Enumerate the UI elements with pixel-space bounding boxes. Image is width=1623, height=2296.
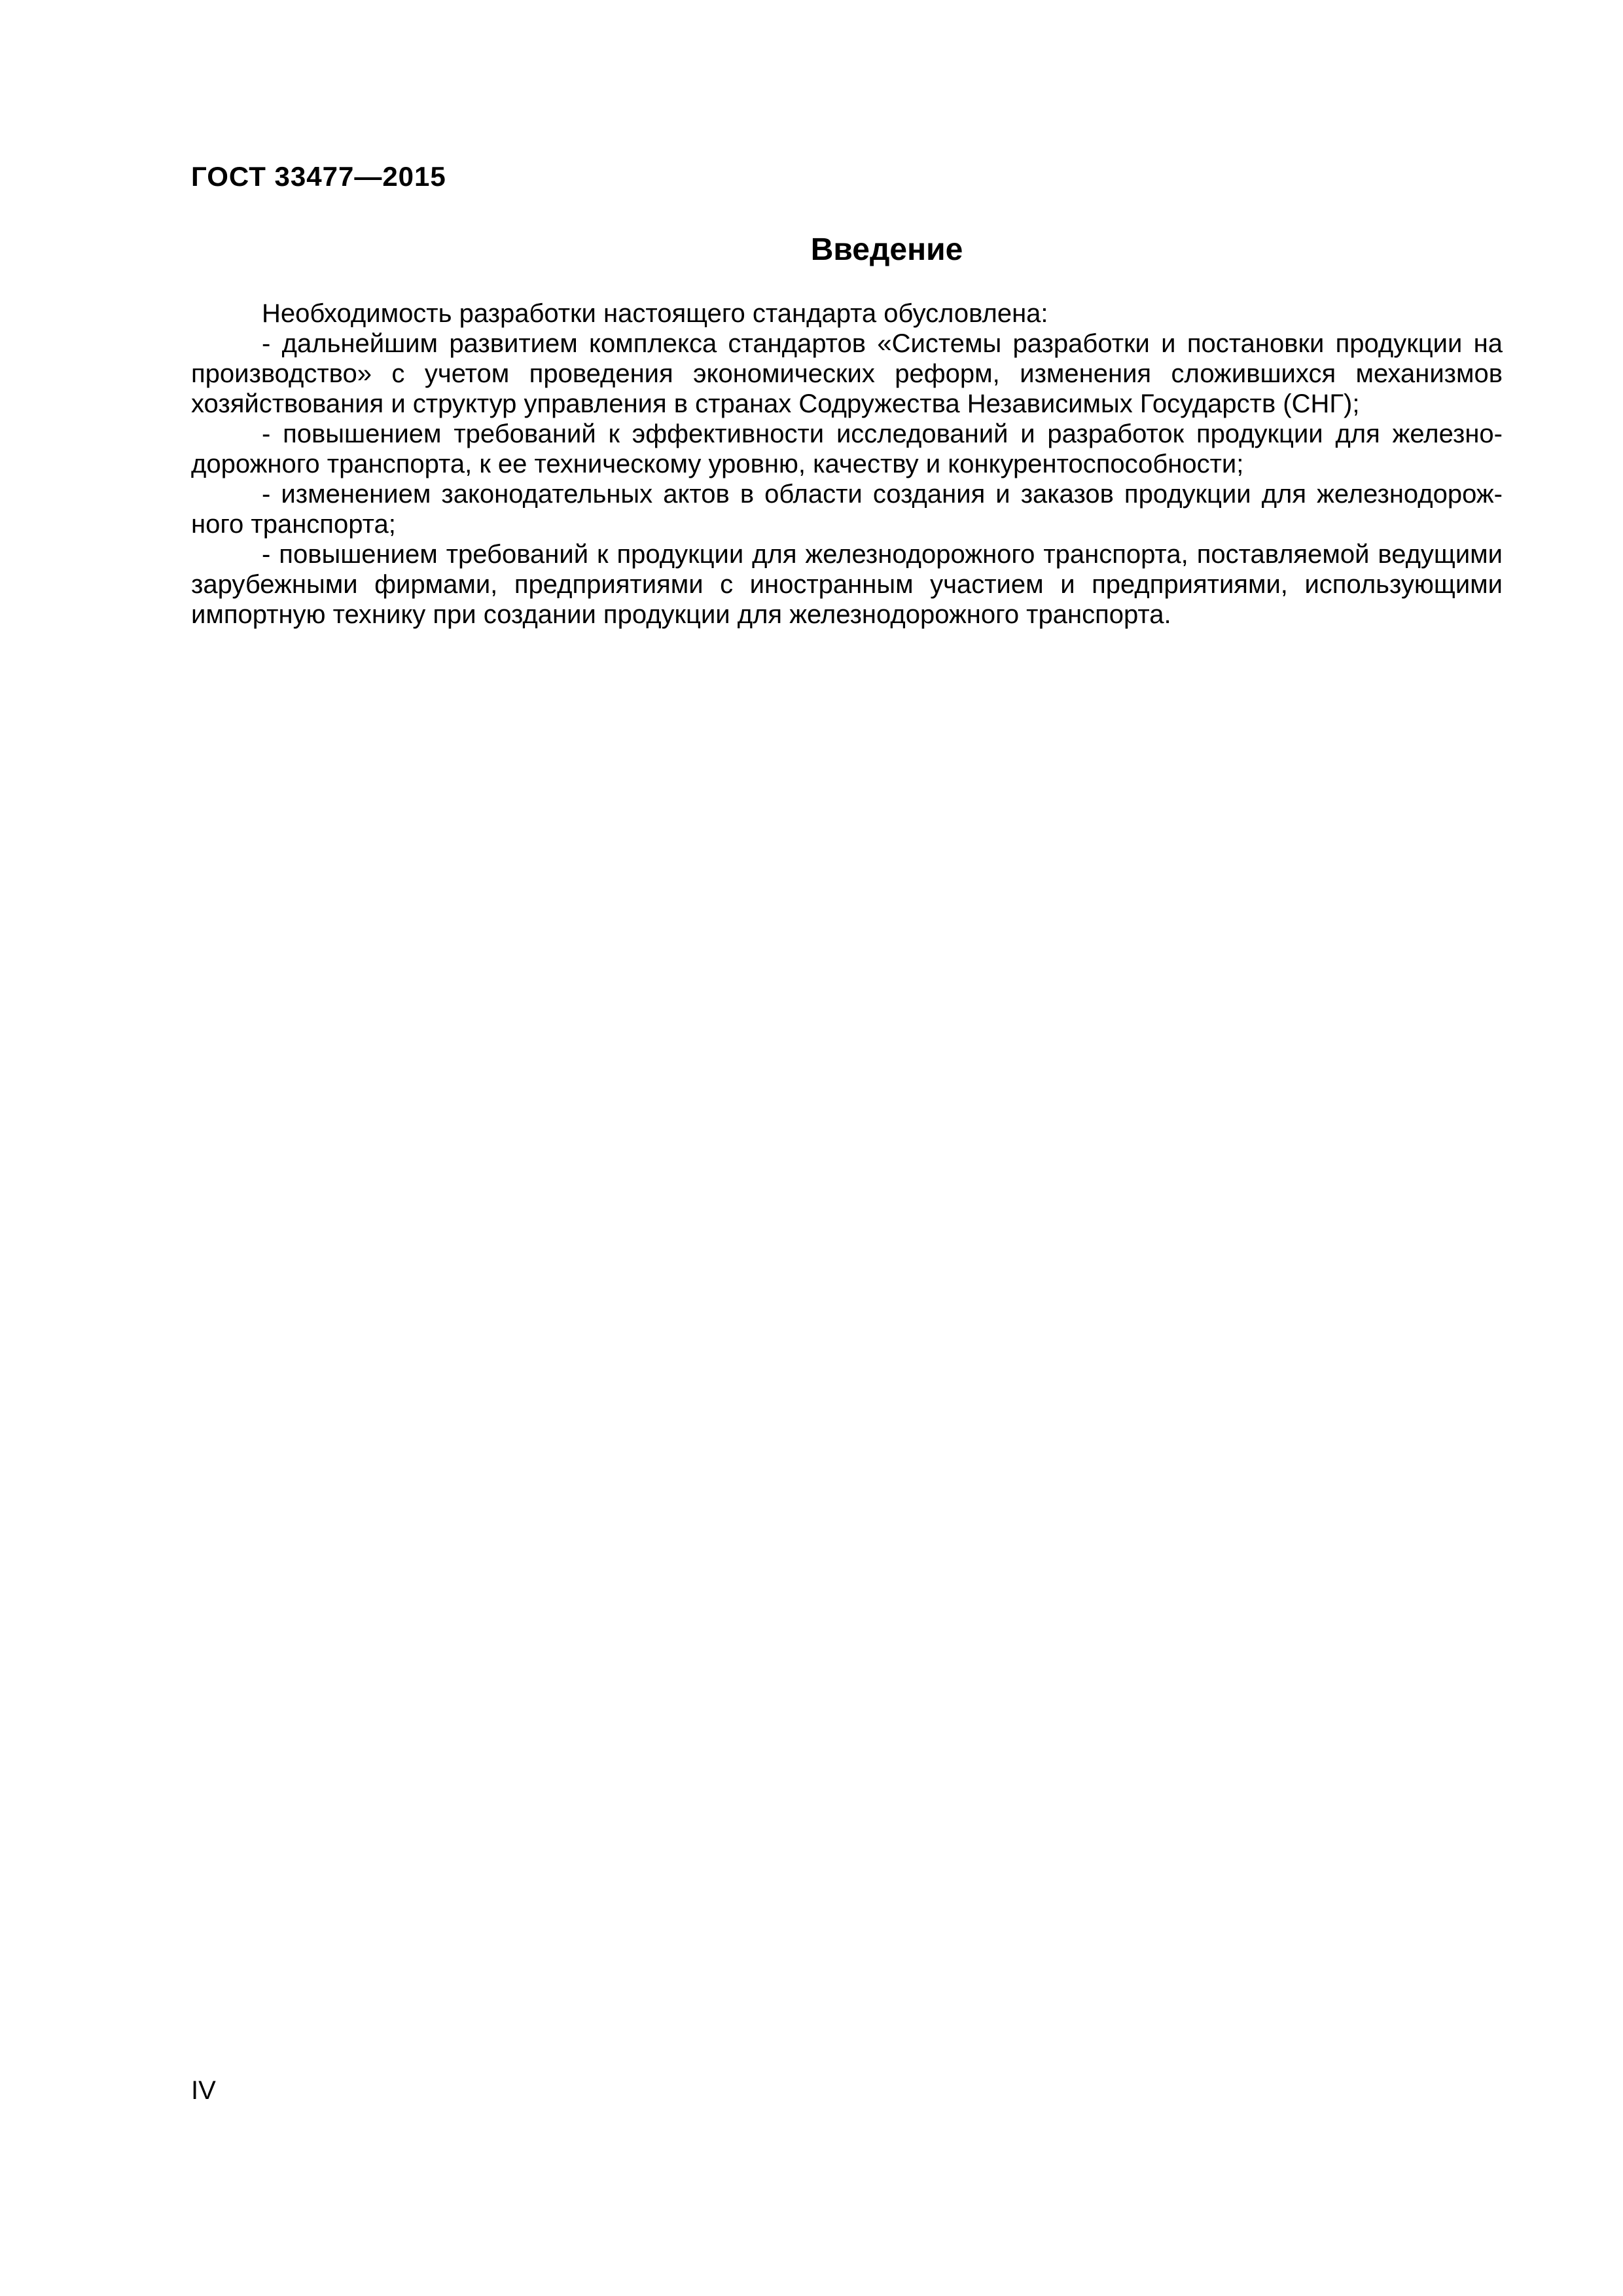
list-item: - повышением требований к эффективности исследований и разработок продукции для железнодорожного транспорта, к ее техническому уровню, качеству и конкурентоспособности;: [191, 420, 1503, 478]
list-item: - повышением требований к продукции для железнодорожного транспорта, поставляемой ведущими зарубежными фирмами, предприятиями с иностранным участием и предприятиями, использующими импортную технику при создании продукции для железнодорожного транспорта.: [191, 540, 1503, 629]
intro-paragraph: Необходимость разработки настоящего стандарта обусловлена:: [262, 299, 1048, 328]
page-number: IV: [191, 2076, 216, 2105]
introduction-body: [191, 298, 1503, 630]
document-header: ГОСТ 33477—2015: [191, 161, 446, 192]
section-title: Введение: [810, 232, 963, 267]
list-item: - изменением законодательных актов в области создания и заказов продукции для железнодорожного транспорта;: [191, 480, 1503, 539]
list-item: - дальнейшим развитием комплекса стандартов «Системы разработки и постановки продукции на производство» с учетом проведения экономических реформ, изменения сложившихся механизмов хозяйствования и структур управления в странах Содружества Независимых Государств (СНГ);: [191, 329, 1503, 418]
